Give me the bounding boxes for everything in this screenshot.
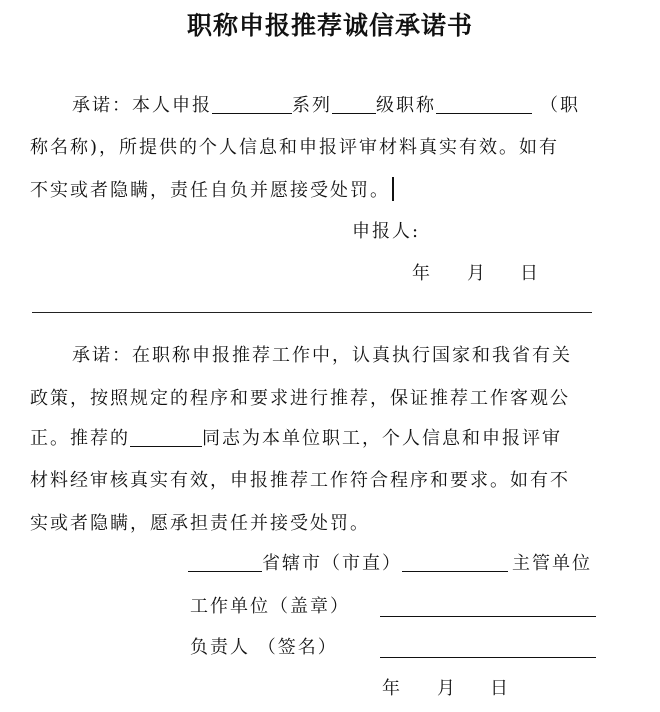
pledge-1-text: 不实或者隐瞒，责任自负并愿接受处罚。 [30, 180, 390, 201]
section-divider [32, 312, 592, 313]
province-blank[interactable] [188, 553, 262, 572]
department-label: 主管单位 [512, 553, 592, 574]
date-day-2: 日 [490, 678, 510, 699]
pledge-1-text: 承诺：本人申报 [72, 95, 212, 116]
pledge-2-line-5: 实或者隐瞒，愿承担责任并接受处罚。 [30, 513, 370, 534]
work-unit-label: 工作单位（盖章） [190, 596, 350, 617]
pledge-1-text: （职 [540, 95, 580, 116]
document-title: 职称申报推荐诚信承诺书 [186, 11, 473, 40]
province-row [188, 552, 592, 576]
pledge-1-text: 级职称 [376, 95, 436, 116]
department-blank[interactable] [402, 553, 508, 572]
pledge-1-line-1 [72, 94, 580, 118]
title-name-blank[interactable] [436, 95, 532, 114]
recommended-name-blank[interactable] [130, 428, 202, 447]
date-year-2: 年 [382, 678, 402, 699]
pledge-2-line-1: 承诺：在职称申报推荐工作中，认真执行国家和我省有关 [72, 345, 572, 366]
pledge-2-text: 正。推荐的 [30, 428, 130, 449]
date-year-1: 年 [412, 263, 432, 284]
province-label: 省辖市（市直） [262, 553, 402, 574]
head-label: 负责人 （签名） [190, 637, 338, 658]
pledge-2-line-2: 政策，按照规定的程序和要求进行推荐，保证推荐工作客观公 [30, 388, 570, 409]
series-blank[interactable] [212, 95, 292, 114]
pledge-2-line-3 [30, 427, 562, 451]
work-unit-signature-line[interactable] [380, 616, 596, 617]
date-month-2: 月 [437, 678, 457, 699]
date-day-1: 日 [520, 263, 540, 284]
text-cursor [392, 177, 394, 201]
pledge-2-text: 同志为本单位职工，个人信息和申报评审 [202, 428, 562, 449]
pledge-1-line-3 [30, 177, 394, 203]
pledge-1-text: 系列 [292, 95, 332, 116]
date-month-1: 月 [467, 263, 487, 284]
pledge-2-line-4: 材料经审核真实有效，申报推荐工作符合程序和要求。如有不 [30, 470, 570, 491]
pledge-1-line-2: 称名称)，所提供的个人信息和申报评审材料真实有效。如有 [30, 137, 560, 158]
applicant-label: 申报人: [352, 221, 421, 242]
head-signature-line[interactable] [380, 657, 596, 658]
level-blank[interactable] [332, 95, 376, 114]
